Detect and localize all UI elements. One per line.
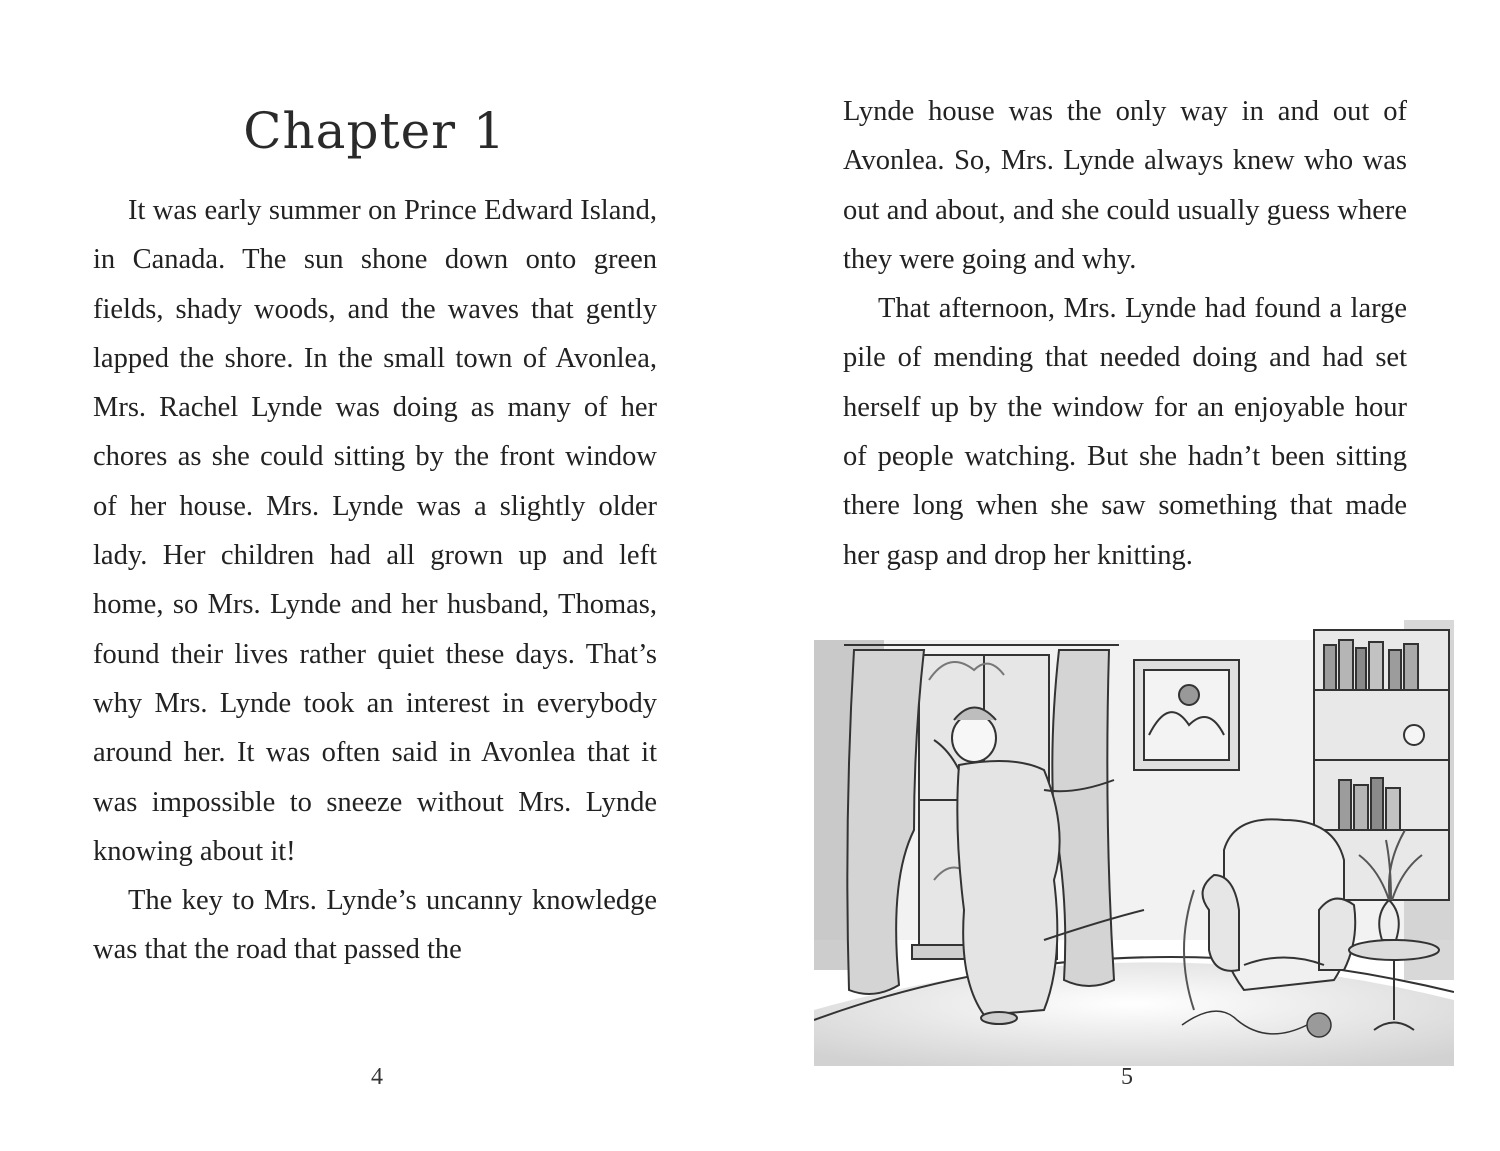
page-number: 4 [371, 1064, 383, 1090]
page-number: 5 [1121, 1064, 1133, 1090]
left-page-text [93, 186, 657, 975]
paragraph: That afternoon, Mrs. Lynde had found a large pile of mending that needed doing and had set herself up by the window for an enjoyable hour of people watching. But she hadn’t been sitting there long when she saw something that made her gasp and drop her knitting. [843, 293, 1407, 571]
right-page-text [843, 87, 1407, 580]
paragraph: It was early summer on Prince Edward Island, in Canada. The sun shone down onto green fields, shady woods, and the waves that gently lapped the shore. In the small town of Avonlea, Mrs. Rachel Lynde was doing as many of her chores as she could sitting by the front window of her house. Mrs. Lynde was a slightly older lady. Her children had all grown up and left home, so Mrs. Lynde and her husband, Thomas, found their lives rather quiet these days. That’s why Mrs. Lynde took an interest in everybody around her. It was often said in Avonlea that it was impossible to sneeze without Mrs. Lynde knowing about it! [93, 195, 657, 867]
paragraph: The key to Mrs. Lynde’s uncanny knowledge was that the road that passed the [93, 885, 657, 966]
paragraph: Lynde house was the only way in and out of Avonlea. So, Mrs. Lynde always knew who was out and about, and she could usually guess where they were going and why. [843, 96, 1407, 275]
yarn-ball [1307, 1013, 1331, 1037]
chapter-title: Chapter 1 [243, 102, 506, 160]
wall-picture [1134, 660, 1239, 770]
right-page [750, 0, 1500, 1151]
illustration-living-room [814, 620, 1454, 1066]
